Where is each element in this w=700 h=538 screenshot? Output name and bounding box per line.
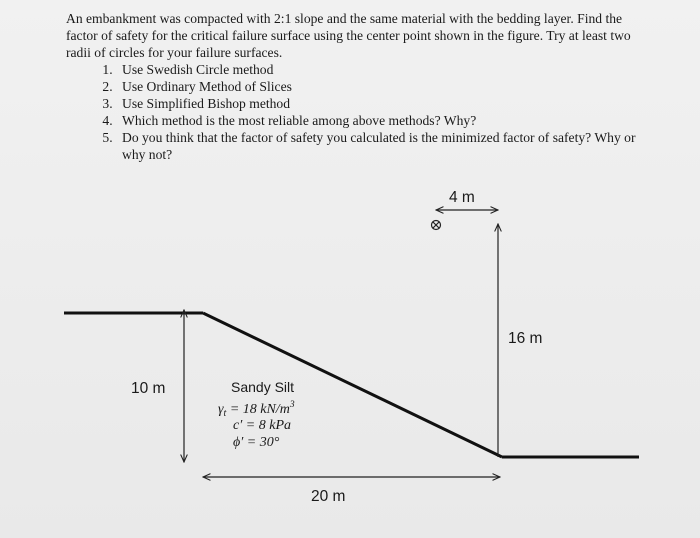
cohesion: c′ = 8 kPa [233,418,291,433]
gamma-value: = 18 kN/m [226,402,290,417]
problem-intro: An embankment was compacted with 2:1 slope and the same material with the bedding layer. Find the factor of safety for the critical failure surface using the center point shown in the figure. Try at least two radii of circles for your failure surfaces. [66,11,631,60]
offset-4m-label: 4 m [449,189,475,206]
question-4: 4. Which method is the most reliable among above methods? Why? [116,112,646,129]
material-name: Sandy Silt [231,379,295,395]
question-5: 5. Do you think that the factor of safety you calculated is the minimized factor of safety? Why or why not? [116,129,646,163]
circle-center-icon [432,221,441,230]
unit-weight [218,400,295,419]
gamma-subscript: t [223,408,227,419]
question-3: 3. Use Simplified Bishop method [116,95,646,112]
gamma-symbol: γ [218,402,224,417]
height-16m-label: 16 m [508,330,543,347]
height-10m-label: 10 m [131,380,166,397]
gamma-exponent: 3 [289,400,295,410]
base-20m-label: 20 m [311,488,346,505]
friction-angle: ϕ′ = 30° [233,435,280,450]
question-1: 1. Use Swedish Circle method [116,61,646,78]
question-2: 2. Use Ordinary Method of Slices [116,78,646,95]
